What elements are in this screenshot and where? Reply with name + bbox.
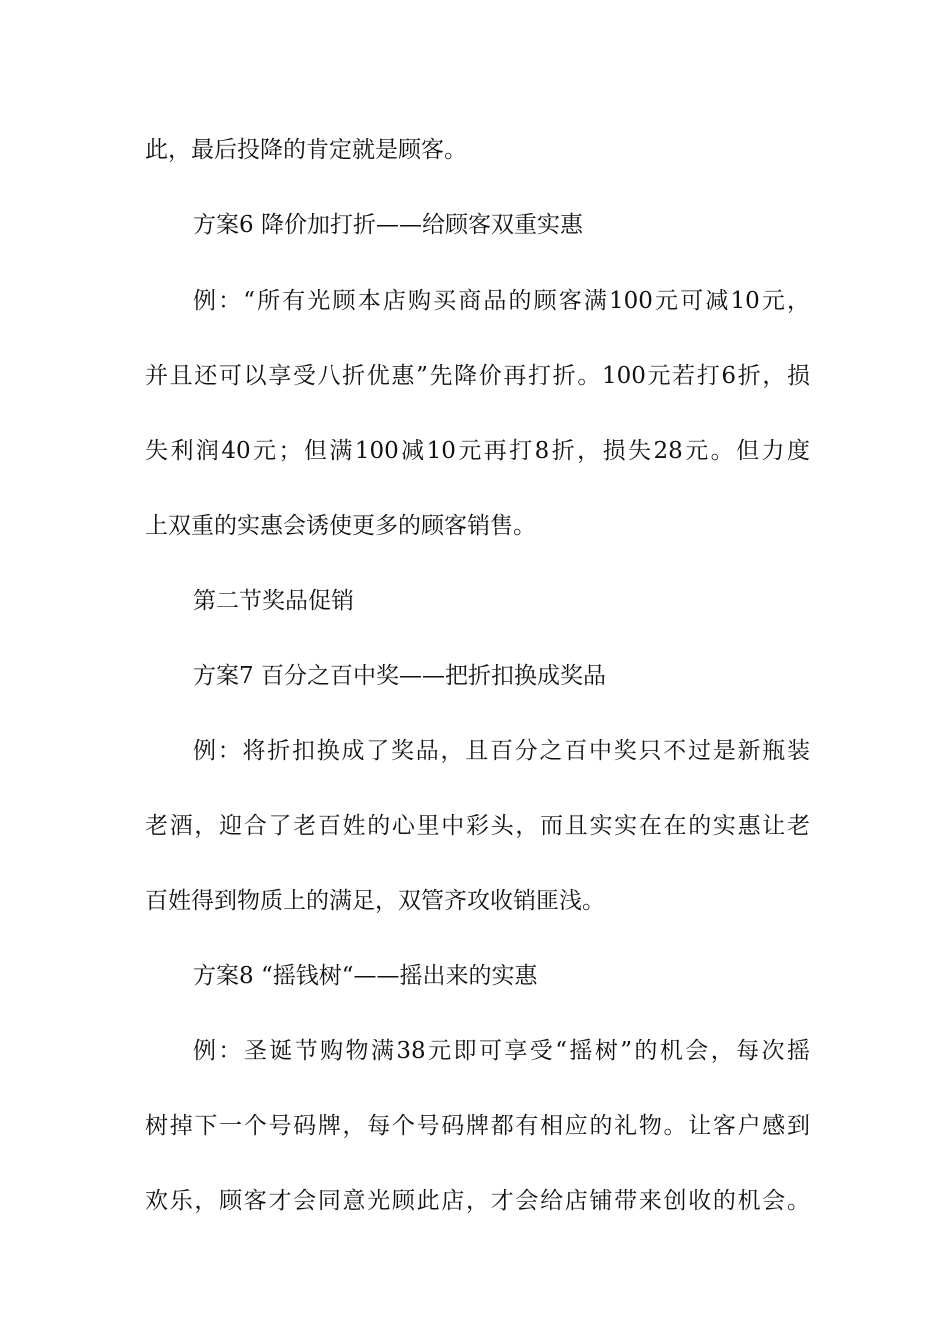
heading-plan-8: 方案8 “摇钱树“——摇出来的实惠 [193,963,538,989]
text-line-3: 例：“所有光顾本店购买商品的顾客满100元可减10元， [193,288,810,314]
text-line-9: 例：将折扣换成了奖品，且百分之百中奖只不过是新瓶装 [193,738,810,764]
text-line-15: 欢乐，顾客才会同意光顾此店，才会给店铺带来创收的机会。 [145,1188,810,1214]
text-line-11: 百姓得到物质上的满足，双管齐攻收销匪浅。 [145,888,605,914]
text-line-5: 失利润40元；但满100减10元再打8折，损失28元。但力度 [145,438,810,464]
text-line-4: 并且还可以享受八折优惠”先降价再打折。100元若打6折，损 [145,363,810,389]
text-line-10: 老酒，迎合了老百姓的心里中彩头，而且实实在在的实惠让老 [145,813,810,839]
section-heading-prize-promotion: 第二节奖品促销 [193,588,354,614]
heading-plan-6: 方案6 降价加打折——给顾客双重实惠 [193,212,583,238]
text-line-14: 树掉下一个号码牌，每个号码牌都有相应的礼物。让客户感到 [145,1113,810,1139]
text-line-13: 例：圣诞节购物满38元即可享受“摇树”的机会，每次摇 [193,1038,810,1064]
text-line-1: 此，最后投降的肯定就是顾客。 [145,137,467,163]
text-line-6: 上双重的实惠会诱使更多的顾客销售。 [145,513,536,539]
heading-plan-7: 方案7 百分之百中奖——把折扣换成奖品 [193,663,606,689]
